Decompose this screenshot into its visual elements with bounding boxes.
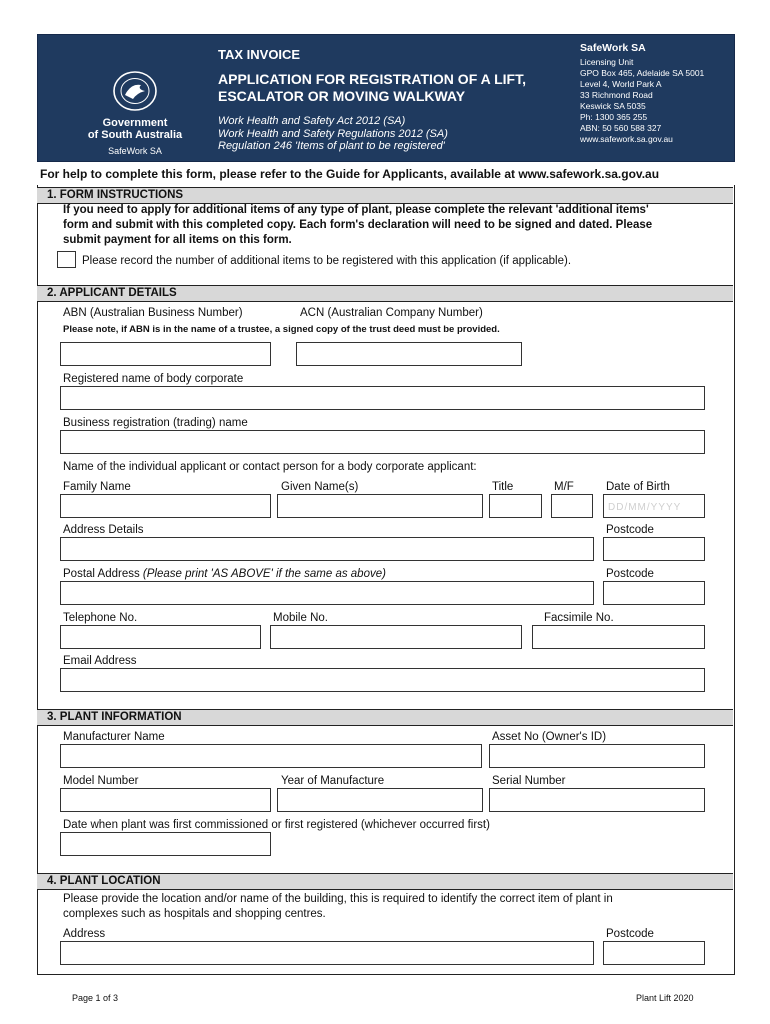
given-names-field[interactable] [277,494,483,518]
acn-label: ACN (Australian Company Number) [300,307,483,319]
page-number: Page 1 of 3 [72,993,119,1003]
email-label: Email Address [63,655,137,667]
mobile-label: Mobile No. [273,612,328,624]
mobile-field[interactable] [270,625,522,649]
registered-name-label: Registered name of body corporate [63,373,244,385]
manufacturer-label: Manufacturer Name [63,731,165,743]
fax-label: Facsimile No. [544,612,614,624]
postal-postcode-field[interactable] [603,581,705,605]
section-header-plant-location: 4. PLANT LOCATION [37,873,733,890]
form-frame [37,185,735,975]
section-header-form-instructions: 1. FORM INSTRUCTIONS [37,187,733,204]
government-logo [80,71,190,156]
business-name-field[interactable] [60,430,705,454]
section-header-plant-information: 3. PLANT INFORMATION [37,709,733,726]
family-name-label: Family Name [63,481,131,493]
telephone-label: Telephone No. [63,612,138,624]
location-desc-line-2: complexes such as hospitals and shopping centres. [63,908,326,920]
commissioned-date-label: Date when plant was first commissioned or first registered (whichever occurred first) [63,819,490,831]
asset-number-field[interactable] [489,744,705,768]
serial-number-label: Serial Number [492,775,566,787]
postal-address-label: Postal Address (Please print 'AS ABOVE' if the same as above) [63,568,386,580]
help-text: For help to complete this form, please refer to the Guide for Applicants, available at www.safework.sa.gov.au [40,167,660,181]
year-field[interactable] [277,788,483,812]
fax-field[interactable] [532,625,705,649]
commissioned-date-field[interactable] [60,832,271,856]
given-names-label: Given Name(s) [281,481,359,493]
dob-label: Date of Birth [606,481,670,493]
postal-address-field[interactable] [60,581,594,605]
location-desc-line-1: Please provide the location and/or name of the building, this is required to identify the correct item of plant in [63,893,613,905]
postal-postcode-label: Postcode [606,568,654,580]
registered-name-field[interactable] [60,386,705,410]
tax-invoice-label: TAX INVOICE [218,47,301,62]
mf-field[interactable] [551,494,593,518]
instruction-line-1: If you need to apply for additional items of any type of plant, please complete the relevant 'additional items' [63,204,649,216]
page-title: APPLICATION FOR REGISTRATION OF A LIFT, ESCALATOR OR MOVING WALKWAY [218,71,526,104]
model-number-field[interactable] [60,788,271,812]
business-name-label: Business registration (trading) name [63,417,248,429]
serial-number-field[interactable] [489,788,705,812]
plant-postcode-field[interactable] [603,941,705,965]
telephone-field[interactable] [60,625,261,649]
form-identifier: Plant Lift 2020 [636,993,694,1003]
abn-field[interactable] [60,342,271,366]
year-label: Year of Manufacture [281,775,385,787]
instruction-line-2: form and submit with this completed copy. Each form's declaration will need to be signed and dated. Please [63,219,653,231]
postcode-field[interactable] [603,537,705,561]
additional-items-count-field[interactable] [57,251,76,268]
government-wordmark: Government of South Australia [87,117,183,141]
agency-wordmark: SafeWork SA [108,146,162,156]
mf-label: M/F [554,481,574,493]
additional-items-label: Please record the number of additional items to be registered with this application (if applicable). [82,255,572,267]
plant-address-label: Address [63,928,106,940]
individual-applicant-label: Name of the individual applicant or contact person for a body corporate applicant: [63,461,477,473]
asset-number-label: Asset No (Owner's ID) [492,731,607,743]
acn-field[interactable] [296,342,522,366]
model-number-label: Model Number [63,775,139,787]
piping-shrike-crest-icon [111,71,159,111]
title-label: Title [492,481,514,493]
family-name-field[interactable] [60,494,271,518]
trust-deed-note: Please note, if ABN is in the name of a trustee, a signed copy of the trust deed must be provided. [63,324,500,335]
manufacturer-field[interactable] [60,744,482,768]
section-header-applicant-details: 2. APPLICANT DETAILS [37,285,733,302]
abn-label: ABN (Australian Business Number) [63,307,243,319]
email-field[interactable] [60,668,705,692]
instruction-line-3: submit payment for all items on this form. [63,234,292,246]
postcode-label: Postcode [606,524,654,536]
legislation-list: Work Health and Safety Act 2012 (SA) Work Health and Safety Regulations 2012 (SA) Regulation 246 'Items of plant to be registered' [218,115,448,152]
contact-block: SafeWork SA Licensing Unit GPO Box 465, Adelaide SA 5001 Level 4, World Park A 33 Richmond Road Keswick SA 5035 Ph: 1300 365 255 ABN: 50 560 588 327 www.safework.sa.gov.au [580,42,705,144]
title-field[interactable] [489,494,542,518]
address-field[interactable] [60,537,594,561]
header-banner [37,34,735,162]
plant-address-field[interactable] [60,941,594,965]
dob-field[interactable]: DD/MM/YYYY [603,494,705,518]
plant-postcode-label: Postcode [606,928,654,940]
address-label: Address Details [63,524,144,536]
